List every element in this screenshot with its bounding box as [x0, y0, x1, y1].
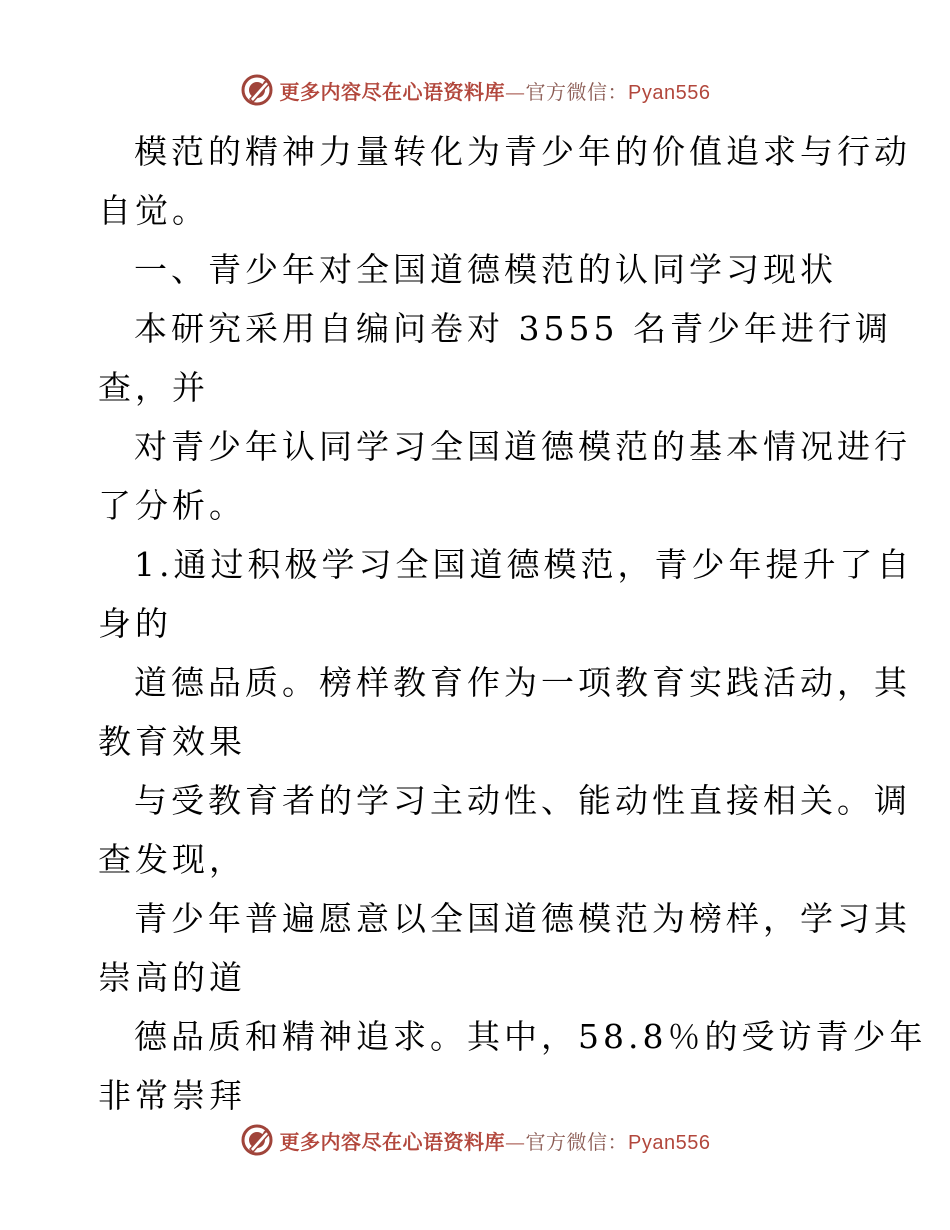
text-line: 身的: [98, 604, 172, 643]
footer-watermark: [0, 1120, 950, 1160]
watermark-brand: 更多内容尽在心语资料库: [279, 79, 506, 104]
header-watermark: [0, 70, 950, 110]
text-line: 对青少年认同学习全国道德模范的基本情况进行: [134, 427, 911, 466]
text-line: 查发现，: [98, 840, 246, 879]
text-line: 青少年普遍愿意以全国道德模范为榜样，学习其: [134, 899, 911, 938]
text-line: 本研究采用自编问卷对 3555 名青少年进行调: [134, 309, 892, 348]
watermark-text: [280, 1126, 711, 1155]
watermark-brand: 更多内容尽在心语资料库: [279, 1129, 506, 1154]
text-line: 道德品质。榜样教育作为一项教育实践活动，其: [134, 663, 911, 702]
pen-seal-logo-icon: [240, 73, 274, 107]
text-line: 非常崇拜: [98, 1076, 246, 1115]
pen-seal-logo-icon: [240, 1123, 274, 1157]
text-line: 模范的精神力量转化为青少年的价值追求与行动: [134, 132, 911, 171]
text-line: 1.通过积极学习全国道德模范，青少年提升了自: [134, 545, 914, 584]
text-line: 查，并: [98, 368, 209, 407]
text-line: 崇高的道: [98, 958, 246, 997]
text-line: 自觉。: [98, 191, 209, 230]
text-line: 教育效果: [98, 722, 246, 761]
body-text: [98, 122, 927, 1125]
watermark-handle: Pyan556: [628, 1131, 711, 1154]
watermark-separator: —: [505, 79, 526, 104]
watermark-official-label: 官方微信：: [525, 79, 629, 104]
section-heading: 一、青少年对全国道德模范的认同学习现状: [134, 250, 837, 289]
watermark-separator: —: [505, 1129, 526, 1154]
watermark-text: [280, 76, 711, 105]
text-line: 德品质和精神追求。其中，58.8％的受访青少年: [134, 1017, 927, 1056]
text-line: 了分析。: [98, 486, 246, 525]
watermark-handle: Pyan556: [628, 81, 711, 104]
watermark-official-label: 官方微信：: [525, 1129, 629, 1154]
text-line: 与受教育者的学习主动性、能动性直接相关。调: [134, 781, 911, 820]
